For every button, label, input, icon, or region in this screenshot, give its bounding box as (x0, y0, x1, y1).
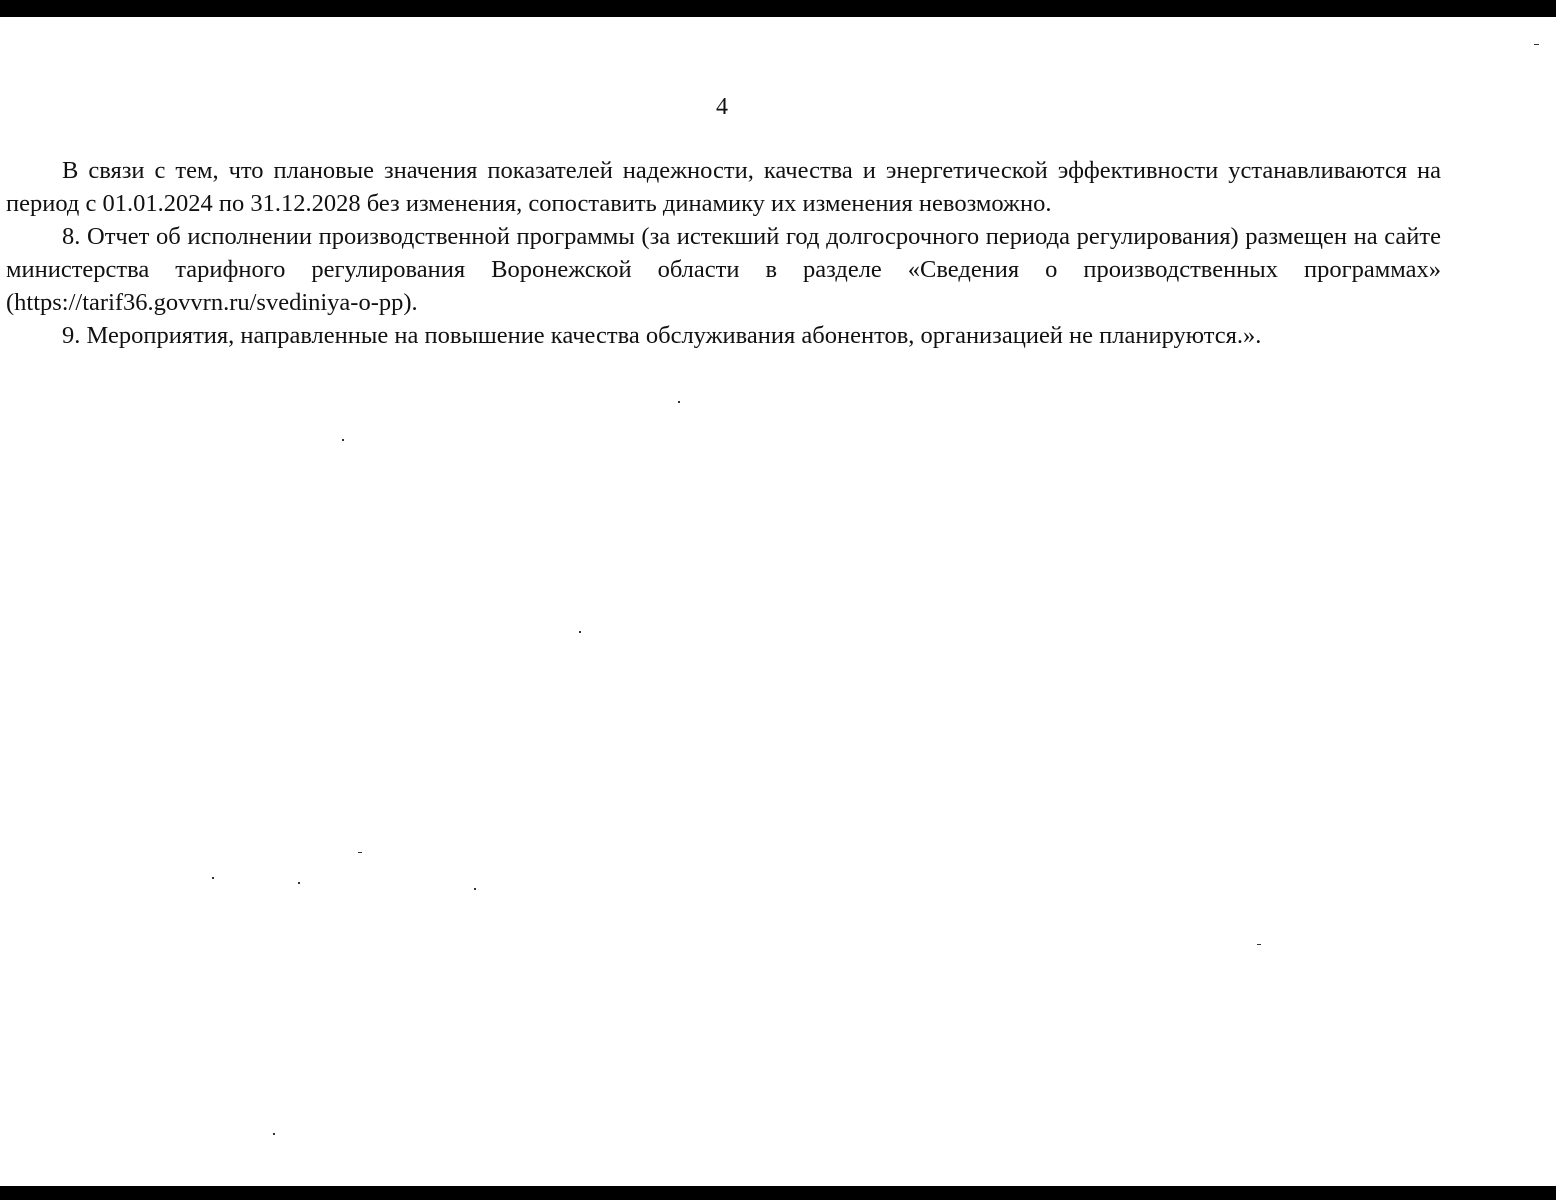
document-body (6, 154, 1441, 352)
scan-speck (1257, 944, 1261, 945)
scan-speck (358, 852, 362, 853)
scan-speck (298, 882, 300, 884)
paragraph-item-8-report: 8. Отчет об исполнении производственной программы (за истекший год долгосрочного периода регулирования) размещен на сайте министерства тарифного регулирования Воронежской области в разделе «Сведения о производственных программах» (https://tarif36.govvrn.ru/svediniya-o-pp). (6, 223, 1441, 316)
scan-speck (342, 439, 344, 441)
scan-speck (678, 401, 680, 403)
scan-border-bottom (0, 1186, 1556, 1200)
scan-speck (273, 1133, 275, 1135)
scan-speck (1534, 44, 1539, 45)
page-number: 4 (716, 94, 728, 120)
scan-speck (212, 877, 214, 879)
scan-speck (474, 888, 476, 890)
scan-border-top (0, 0, 1556, 17)
scan-speck (579, 631, 581, 633)
paragraph-dynamics-note: В связи с тем, что плановые значения показателей надежности, качества и энергетической эффективности устанавливаются на период с 01.01.2024 по 31.12.2028 без изменения, сопоставить динамику их изменения невозможно. (6, 157, 1441, 217)
paragraph-item-9-measures: 9. Мероприятия, направленные на повышение качества обслуживания абонентов, организацией не планируются.». (62, 322, 1262, 349)
